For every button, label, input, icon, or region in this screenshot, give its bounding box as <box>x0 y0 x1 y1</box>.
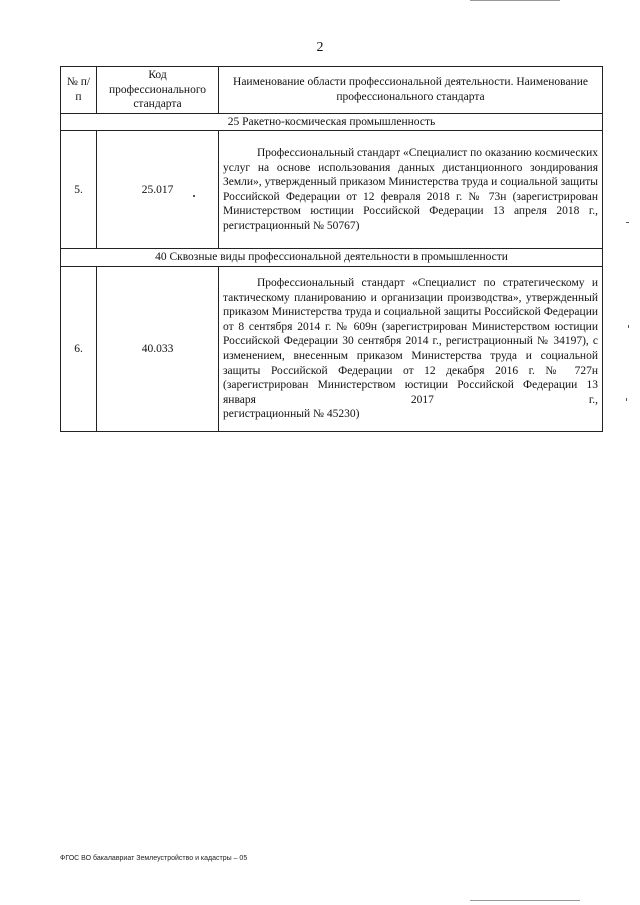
header-code: Код профессионального стандарта <box>97 67 219 114</box>
row-code: 25.017 <box>97 131 219 249</box>
page-number: 2 <box>316 40 324 55</box>
row-description-text: Профессиональный стандарт «Специалист по оказанию космических услуг на основе использования данных дистанционного зондирования Земли», утвержденный приказом Министерства труда и социальной защиты Российской Федерации от 12 февраля 2018 г. № 73н (зарегистрирован Министерством юстиции Российской Федерации 13 апреля 2018 г., <box>223 147 598 218</box>
table-row <box>61 266 603 431</box>
scan-speck <box>626 222 629 223</box>
section-row <box>61 113 603 131</box>
row-description-end: регистрационный № 45230) <box>223 408 360 421</box>
scan-edge-mark <box>470 900 580 901</box>
section-title: 25 Ракетно-космическая промышленность <box>61 113 603 131</box>
standards-table <box>60 66 603 432</box>
table-header-row <box>61 67 603 114</box>
row-description-text: Профессиональный стандарт «Специалист по стратегическому и тактическому планированию и организации производства», утвержденный приказом Министерства труда и социальной защиты Российской Федерации от 8 сентября 2014 г. № 609н (зарегистрирован Министерством юстиции Российской Федерации 30 сентября 2014 г., регистрационный № 34197), с изменением, внесенным приказом Министерства труда и социальной защиты Российской Федерации от 12 декабря 2016 г. № 727н (зарегистрирован Министерством юстиции Российской Федерации 13 января 2017 г., <box>223 277 598 406</box>
header-num: № п/п <box>61 67 97 114</box>
header-name: Наименование области профессиональной деятельности. Наименование профессионального стандарта <box>219 67 603 114</box>
row-description-end: регистрационный № 50767) <box>223 220 360 233</box>
scan-speck <box>193 195 195 197</box>
scan-edge-mark <box>470 0 560 1</box>
row-num: 5. <box>61 131 97 249</box>
row-description <box>219 266 603 431</box>
row-num: 6. <box>61 266 97 431</box>
section-row <box>61 249 603 267</box>
scan-speck <box>626 398 627 401</box>
row-code: 40.033 <box>97 266 219 431</box>
table-row <box>61 131 603 249</box>
page-footer: ФГОС ВО бакалавриат Землеустройство и кадастры – 05 <box>60 855 248 862</box>
scan-speck <box>628 325 629 328</box>
row-description <box>219 131 603 249</box>
section-title: 40 Сквозные виды профессиональной деятельности в промышленности <box>61 249 603 267</box>
